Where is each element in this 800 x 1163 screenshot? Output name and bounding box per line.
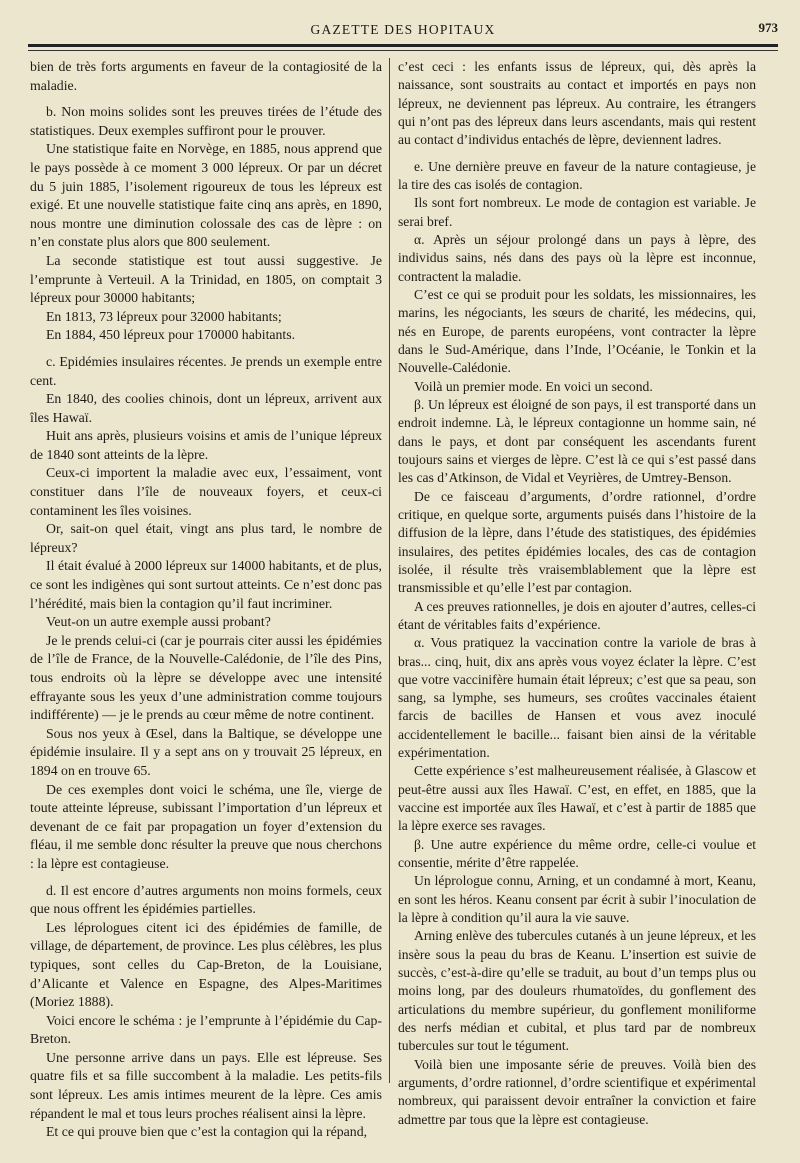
paragraph: A ces preuves rationnelles, je dois en ajouter d’autres, celles-ci étant de véritables faits d’expérience. <box>398 598 756 632</box>
paragraph: β. Un lépreux est éloigné de son pays, il est transporté dans un endroit indemne. Là, le lépreux contagionne un homme sain, né dans le pays, et dont par conséquent les ascendants furent toujours sains et vierges de lèpre. C’est là ce qui s’est passé dans les cas d’Atkinson, de Vidal et Veyrières, de Umtrey-Benson. <box>398 396 756 486</box>
right-column <box>398 58 756 1129</box>
paragraph: C’est ce qui se produit pour les soldats, les missionnaires, les marins, les négociants, les sœurs de charité, les médecins, qui, nés en Europe, de parents européens, vont contracter la lèpre dans le Sud-Amérique, dans l’Inde, l’Océanie, le Tonkin et la Nouvelle-Calédonie. <box>398 286 756 376</box>
paragraph: Voici encore le schéma : je l’emprunte à l’épidémie du Cap-Breton. <box>30 1012 382 1047</box>
paragraph: d. Il est encore d’autres arguments non moins formels, ceux que nous offrent les épidémies partielles. <box>30 882 382 917</box>
paragraph: Un léprologue connu, Arning, et un condamné à mort, Keanu, en sont les héros. Keanu consent par écrit à subir l’inoculation de la lèpre à condition qu’il aura la vie sauve. <box>398 873 756 926</box>
paragraph: En 1840, des coolies chinois, dont un lépreux, arrivent aux îles Hawaï. <box>30 391 382 425</box>
left-column <box>30 58 382 1142</box>
paragraph: La seconde statistique est tout aussi suggestive. Je l’emprunte à Verteuil. A la Trinidad, en 1805, on comptait 3 lépreux pour 30000 habitants; <box>30 252 382 306</box>
paragraph: e. Une dernière preuve en faveur de la nature contagieuse, je la tire des cas isolés de contagion. <box>398 158 756 192</box>
paragraph: Et ce qui prouve bien que c’est la contagion qui la répand, <box>46 1124 368 1140</box>
paragraph: c’est ceci : les enfants issus de lépreux, qui, dès après la naissance, sont soustraits au contact et importés en pays non lépreux, ne deviennent pas lépreux. Au contraire, les étrangers qui n’ont pas des lépreux dans leurs ascendants, mais qui restent au contact d’individus entachés de lèpre, deviennent ladres. <box>398 59 756 148</box>
page-number: 973 <box>758 20 778 35</box>
paragraph: Il était évalué à 2000 lépreux sur 14000 habitants, et de plus, ce sont les indigènes qui sont surtout atteints. Ce n’est donc pas l’hérédité, mais bien la contagion qu’il faut incriminer. <box>30 558 382 611</box>
paragraph: Cette expérience s’est malheureusement réalisée, à Glascow et peut-être aussi aux îles Hawaï. C’est, en effet, en 1885, que la vaccine est importée aux îles Hawaï, et c’est à partir de 1885 que la lèpre exerce ses ravages. <box>398 763 756 834</box>
paragraph: Huit ans après, plusieurs voisins et amis de l’unique lépreux de 1840 sont atteints de la lèpre. <box>30 428 382 462</box>
journal-title: GAZETTE DES HOPITAUX <box>310 22 496 37</box>
paragraph: Ceux-ci importent la maladie avec eux, l’essaiment, vont constituer dans l’île de nouveaux foyers, et ceux-ci contaminent les îles voisines. <box>30 465 382 518</box>
paragraph: β. Une autre expérience du même ordre, celle-ci voulue et consentie, mérite d’être rappelée. <box>398 836 756 871</box>
paragraph: Or, sait-on quel était, vingt ans plus tard, le nombre de lépreux? <box>30 521 382 555</box>
column-divider <box>389 58 390 1083</box>
header-rule-thick <box>28 44 778 47</box>
paragraph: Une personne arrive dans un pays. Elle est lépreuse. Ses quatre fils et sa fille succombent à la maladie. Les petits-fils sont lépreux. Les amis intimes meurent de la lèpre. Ces amis répandent le mal et tous leurs proches réalisent ainsi la lèpre. <box>30 1049 382 1121</box>
paragraph: b. Non moins solides sont les preuves tirées de l’étude des statistiques. Deux exemples suffiront pour le prouver. <box>30 104 382 138</box>
paragraph: De ces exemples dont voici le schéma, une île, vierge de toute atteinte lépreuse, subissant l’importation d’un lépreux et devenant de ce fait par propagation un foyer d’extension du fléau, il me semble donc résulter la preuve que nous cherchons : la lèpre est contagieuse. <box>30 781 382 871</box>
paragraph: c. Epidémies insulaires récentes. Je prends un exemple entre cent. <box>30 353 382 388</box>
paragraph: Voilà bien une imposante série de preuves. Voilà bien des arguments, d’ordre rationnel, d’ordre scientifique et expérimental nombreux, qui paraissent devoir entraîner la conviction et faire admettre par tous que la lèpre est contagieuse. <box>398 1056 756 1127</box>
paragraph: Voilà un premier mode. En voici un second. <box>414 378 653 394</box>
paragraph: bien de très forts arguments en faveur de la contagiosité de la maladie. <box>30 59 382 93</box>
paragraph: α. Après un séjour prolongé dans un pays à lèpre, des individus sains, nés dans des pays où la lèpre est inconnue, contractent la maladie. <box>398 231 756 284</box>
paragraph: Sous nos yeux à Œsel, dans la Baltique, se développe une épidémie insulaire. Il y a sept ans on y trouvait 25 lépreux, en 1894 on en trouve 65. <box>30 725 382 778</box>
paragraph: De ce faisceau d’arguments, d’ordre rationnel, d’ordre critique, en quelque sorte, arguments puisés dans l’histoire de la diffusion de la lèpre, dans l’étude des statistiques, des épidémies insulaires, des petites épidémies locales, des cas de contagion isolée, il résulte très vraisemblablement que la lèpre est transmissible et qu’elle l’est par contagion. <box>398 488 756 596</box>
paragraph: En 1884, 450 lépreux pour 170000 habitants. <box>46 327 296 343</box>
paragraph: Je le prends celui-ci (car je pourrais citer aussi les épidémies de l’île de France, de la Nouvelle-Calédonie, de l’île des Pins, tous endroits où la lèpre se développe avec une intensité effrayante sous les yeux d’une administration comme toujours indifférente) — je le prends au cœur même de notre continent. <box>30 632 382 723</box>
paragraph: Les léprologues citent ici des épidémies de famille, de village, de département, de province. Les plus célèbres, les plus typiques, sont celles du Cap-Breton, de la Louisiane, d’Alicante et Valence en Espagne, des Alpes-Maritimes (Moriez 1888). <box>30 919 382 1010</box>
paragraph: Ils sont fort nombreux. Le mode de contagion est variable. Je serai bref. <box>398 195 756 229</box>
paragraph: En 1813, 73 lépreux pour 32000 habitants; <box>46 308 282 324</box>
paragraph: Arning enlève des tubercules cutanés à un jeune lépreux, et les insère sous la peau du bras de Keanu. L’insertion est suivie de succès, c’est-à-dire qu’elle se traduit, au bout d’un temps plus ou moins long, par des douleurs rhumatoïdes, du gonflement des articulations du membre supérieur, du gonflement moniliforme des nerfs médian et cubital, et plus tard par de nombreux tubercules sur tout le tégument. <box>398 928 756 1054</box>
paragraph: Veut-on un autre exemple aussi probant? <box>46 614 271 630</box>
paragraph: α. Vous pratiquez la vaccination contre la variole de bras à bras... cinq, huit, dix ans après vous voyez éclater la lèpre. C’est que votre vaccinifère humain était lépreux; c’est que sa peau, son sang, sa lymphe, ses humeurs, ses croûtes vaccinales étaient farcis de bacilles de Hansen et vous avez inoculé accidentellement le bacille... faisant bien ainsi de la véritable expérimentation. <box>398 635 756 761</box>
header-rule-thin <box>28 50 778 51</box>
page-header <box>28 18 778 44</box>
paragraph: Une statistique faite en Norvège, en 1885, nous apprend que le pays possède à ce moment 3 000 lépreux. Or par un décret du 5 juin 1885, l’isolement rigoureux de tous les lépreux est exigé. Et une nouvelle statistique faite cinq ans après, en 1890, nous montre une diminution colossale des cas de lèpre : on n’en constate plus alors que 800 seulement. <box>30 141 382 250</box>
